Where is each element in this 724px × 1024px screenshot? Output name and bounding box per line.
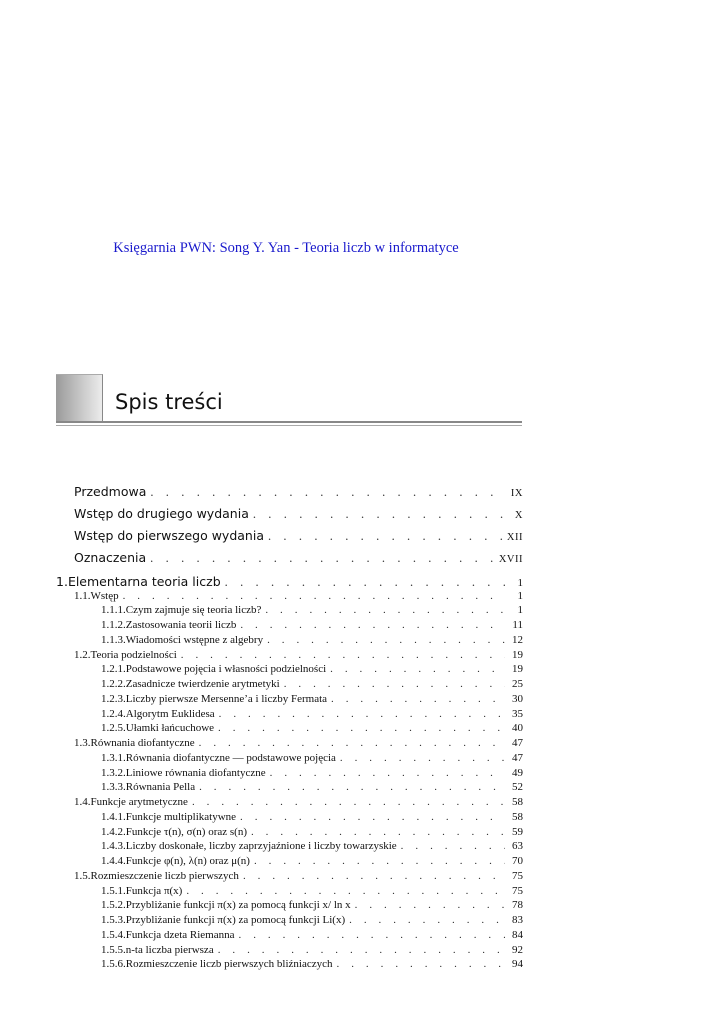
toc-entry-number: 1.2. [74, 648, 91, 661]
toc-entry [101, 604, 523, 616]
toc-entry [101, 708, 523, 720]
toc-entry-number: 1.3.3. [101, 781, 126, 794]
toc-entry-title: Elementarna teoria liczb [67, 574, 221, 589]
toc-leader-dots [270, 767, 505, 779]
toc-entry-page: 78 [512, 899, 523, 912]
toc-entry [74, 796, 523, 808]
toc-entry [101, 929, 523, 941]
toc-entry-number: 1.1. [74, 589, 91, 602]
toc-entry [74, 506, 523, 522]
toc-entry [101, 914, 523, 926]
toc-entry-number: 1.5.6. [101, 958, 126, 971]
toc-entry-title: Liczby pierwsze Mersenne’a i liczby Fermata [125, 692, 328, 705]
toc-entry [101, 855, 523, 867]
toc-entry-title: Funkcja dzeta Riemanna [125, 928, 235, 941]
toc-entry-page: 1 [517, 577, 523, 589]
toc-entry [101, 840, 523, 852]
toc-leader-dots [340, 752, 505, 764]
toc-entry [101, 663, 523, 675]
toc-entry-page: 1 [517, 589, 523, 602]
toc-leader-dots [199, 737, 505, 749]
toc-entry-number: 1.4.2. [101, 825, 126, 838]
toc-leader-dots [239, 929, 506, 941]
toc-entry-number: 1.3. [74, 737, 91, 749]
toc-leader-dots [331, 693, 505, 705]
bookstore-link-text[interactable]: Księgarnia PWN: Song Y. Yan - Teoria liczb w informatyce [113, 240, 459, 256]
toc-leader-dots [240, 811, 505, 823]
toc-leader-dots [219, 708, 505, 720]
toc-entry-page: 70 [512, 855, 523, 867]
toc-entry-page: 84 [512, 928, 523, 941]
toc-entry-page: 75 [512, 884, 523, 897]
toc-leader-dots [265, 604, 505, 616]
toc-leader-dots [123, 590, 505, 602]
toc-entry [101, 678, 523, 690]
toc-entry-page: IX [510, 488, 523, 499]
toc-entry-number: 1.4.3. [101, 840, 126, 853]
toc-entry-number: 1.2.5. [101, 722, 126, 735]
toc-entry-title: Teoria podzielności [90, 648, 177, 661]
toc-leader-dots [150, 485, 505, 500]
toc-entry [101, 634, 523, 646]
toc-entry [74, 590, 523, 602]
toc-entry-title: Funkcje φ(n), λ(n) oraz μ(n) [125, 855, 250, 867]
toc-entry-title: n-ta liczba pierwsza [125, 943, 214, 956]
toc-entry-title: Czym zajmuje się teoria liczb? [125, 604, 262, 617]
toc-leader-dots [268, 529, 503, 544]
toc-leader-dots [218, 944, 505, 956]
toc-leader-dots [355, 899, 505, 911]
toc-entry-page: 75 [512, 869, 523, 882]
toc-leader-dots [284, 678, 505, 690]
toc-entry-page: 30 [512, 692, 523, 705]
toc-entry-title: Ułamki łańcuchowe [125, 722, 215, 735]
toc-entry-page: 59 [512, 825, 523, 838]
toc-entry-page: 12 [512, 633, 523, 646]
toc-leader-dots [186, 885, 505, 897]
toc-entry-title: Równania diofantyczne [90, 737, 195, 749]
toc-entry-number: 1.2.1. [101, 663, 126, 676]
toc-entry-page: 63 [512, 840, 523, 853]
toc-entry [101, 767, 523, 779]
toc-entry-title: Funkcja π(x) [125, 884, 183, 897]
toc-entry-page: XII [506, 532, 523, 543]
toc-entry [74, 484, 523, 500]
toc-entry [101, 958, 523, 970]
toc-leader-dots [225, 575, 505, 590]
toc-entry-title: Przedmowa [74, 484, 147, 499]
toc-entry-number: 1.5. [74, 869, 91, 882]
toc-entry-title: Wstęp [90, 589, 119, 602]
toc-entry [101, 811, 523, 823]
toc-entry-page: 19 [512, 663, 523, 676]
toc-entry [101, 899, 523, 911]
toc-entry-page: 25 [512, 678, 523, 690]
toc-entry-page: 92 [512, 943, 523, 956]
toc-entry-page: 94 [512, 958, 523, 971]
toc-entry-page: 11 [512, 619, 523, 631]
toc-entry-title: Funkcje multiplikatywne [125, 810, 237, 823]
toc-entry [56, 574, 523, 590]
toc-entry-number: 1.4. [74, 796, 91, 808]
toc-entry-number: 1. [56, 574, 68, 589]
toc-entry-page: 47 [512, 751, 523, 764]
toc-leader-dots [218, 722, 505, 734]
toc-leader-dots [150, 551, 495, 566]
toc-entry [101, 752, 523, 764]
toc-leader-dots [330, 663, 505, 675]
toc-entry [101, 885, 523, 897]
toc-leader-dots [181, 649, 505, 661]
toc-entry-title: Równania Pella [125, 781, 196, 794]
toc-entry-page: 52 [512, 781, 523, 794]
toc-entry-page: XVII [498, 554, 523, 565]
toc-entry-number: 1.1.2. [101, 619, 126, 631]
title-rule-thin [56, 425, 522, 426]
toc-leader-dots [240, 619, 505, 631]
toc-leader-dots [267, 634, 505, 646]
toc-entry [74, 528, 523, 544]
toc-entry [101, 722, 523, 734]
toc-entry-page: X [514, 510, 523, 521]
toc-entry-number: 1.4.4. [101, 855, 126, 867]
toc-entry-number: 1.1.3. [101, 633, 126, 646]
toc-entry [74, 550, 523, 566]
toc-leader-dots [254, 855, 505, 867]
toc-entry-title: Liczby doskonałe, liczby zaprzyjaźnione i liczby towarzyskie [125, 840, 397, 853]
toc-entry-title: Równania diofantyczne — podstawowe pojęcia [125, 751, 336, 764]
toc-entry-title: Rozmieszczenie liczb pierwszych [90, 869, 239, 882]
toc-entry-title: Wstęp do pierwszego wydania [74, 528, 264, 543]
toc-entry-number: 1.5.2. [101, 899, 126, 912]
toc-entry-title: Oznaczenia [74, 550, 147, 565]
toc-leader-dots [253, 507, 505, 522]
toc-entry-number: 1.5.1. [101, 884, 126, 897]
toc-leader-dots [192, 796, 505, 808]
toc-entry-number: 1.2.4. [101, 707, 126, 720]
toc-leader-dots [337, 958, 505, 970]
toc-entry-title: Podstawowe pojęcia i własności podzielności [125, 663, 327, 676]
toc-entry-number: 1.1.1. [101, 604, 126, 617]
toc-leader-dots [199, 781, 505, 793]
toc-entry-title: Zastosowania teorii liczb [125, 619, 237, 631]
toc-leader-dots [251, 826, 505, 838]
title-rule [56, 421, 522, 423]
toc-entry-page: 58 [512, 796, 523, 808]
toc-entry [74, 737, 523, 749]
toc-entry [101, 826, 523, 838]
toc-entry-number: 1.2.2. [101, 678, 126, 690]
toc-entry [74, 649, 523, 661]
toc-entry-number: 1.3.2. [101, 766, 126, 779]
toc-leader-dots [401, 840, 505, 852]
toc-entry-title: Liniowe równania diofantyczne [125, 766, 266, 779]
toc-entry-number: 1.4.1. [101, 810, 126, 823]
toc-leader-dots [243, 870, 505, 882]
toc-entry-title: Przybliżanie funkcji π(x) za pomocą funkcji x/ ln x [125, 899, 351, 912]
toc-leader-dots [349, 914, 505, 926]
toc-entry-title: Funkcje τ(n), σ(n) oraz s(n) [125, 825, 247, 838]
toc-entry-page: 58 [512, 810, 523, 823]
toc-entry [74, 870, 523, 882]
chapter-marker-box [56, 374, 103, 423]
toc-entry [101, 781, 523, 793]
toc-entry-title: Wiadomości wstępne z algebry [125, 633, 264, 646]
toc-entry-title: Wstęp do drugiego wydania [74, 506, 249, 521]
toc-entry-title: Funkcje arytmetyczne [90, 796, 188, 808]
bookstore-header-link [0, 240, 572, 257]
chapter-title: Spis treści [115, 390, 223, 414]
toc-entry-title: Rozmieszczenie liczb pierwszych bliźniaczych [125, 958, 333, 971]
toc-entry-title: Algorytm Euklidesa [125, 707, 215, 720]
toc-entry-title: Przybliżanie funkcji π(x) za pomocą funkcji Li(x) [125, 914, 346, 926]
toc-entry [101, 619, 523, 631]
toc-entry-number: 1.5.4. [101, 928, 126, 941]
toc-entry-page: 19 [512, 648, 523, 661]
toc-entry-page: 35 [512, 707, 523, 720]
toc-entry-title: Zasadnicze twierdzenie arytmetyki [125, 678, 280, 690]
toc-entry-page: 49 [512, 766, 523, 779]
toc-entry [101, 944, 523, 956]
toc-entry-number: 1.5.3. [101, 914, 126, 926]
toc-entry-number: 1.2.3. [101, 692, 126, 705]
toc-entry-page: 47 [512, 737, 523, 749]
toc-entry-page: 40 [512, 722, 523, 735]
toc-entry-page: 1 [517, 604, 523, 617]
toc-entry [101, 693, 523, 705]
toc-entry-number: 1.5.5. [101, 943, 126, 956]
toc-entry-page: 83 [512, 914, 523, 926]
toc-entry-number: 1.3.1. [101, 751, 126, 764]
